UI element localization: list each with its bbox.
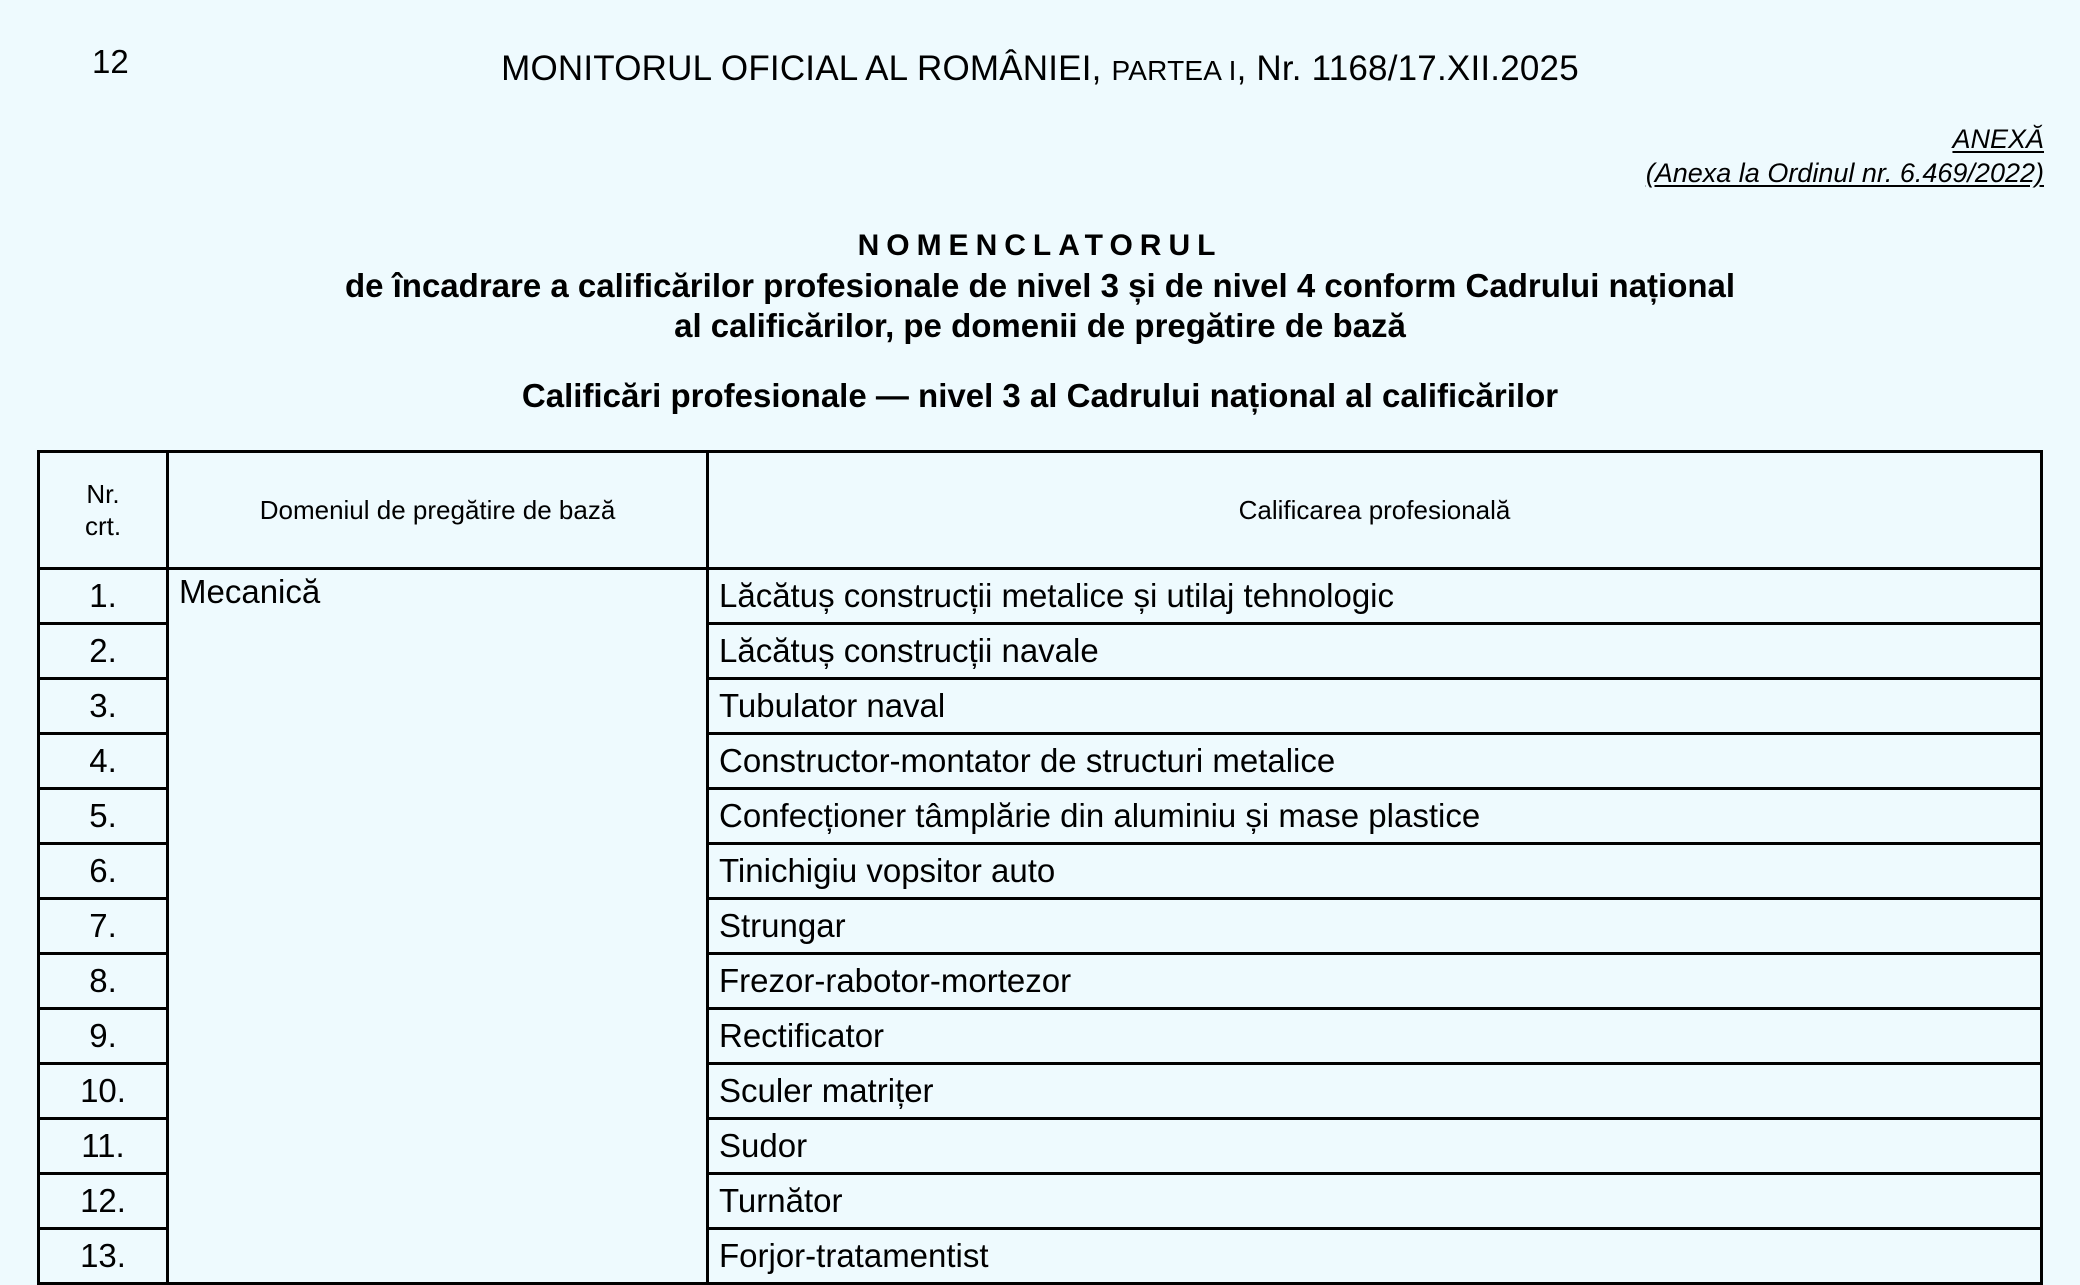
column-header-nr-line-1: Nr. (86, 479, 120, 509)
qualification-cell: Frezor-rabotor-mortezor (708, 954, 2042, 1009)
qualification-cell: Strungar (708, 899, 2042, 954)
qualification-cell: Sudor (708, 1119, 2042, 1174)
column-header-nr-line-2: crt. (84, 511, 122, 541)
row-number-cell: 2. (39, 624, 168, 679)
row-number-cell: 4. (39, 734, 168, 789)
qualification-cell: Sculer matrițer (708, 1064, 2042, 1119)
row-number-cell: 10. (39, 1064, 168, 1119)
table-body (39, 569, 2042, 1284)
qualification-cell: Lăcătuș construcții navale (708, 624, 2042, 679)
domain-cell: Mecanică (168, 569, 708, 1284)
qualification-cell: Forjor-tratamentist (708, 1229, 2042, 1284)
qualification-cell: Constructor-montator de structuri metalice (708, 734, 2042, 789)
qualification-cell: Lăcătuș construcții metalice și utilaj tehnologic (708, 569, 2042, 624)
row-number-cell: 12. (39, 1174, 168, 1229)
annex-reference-block (1646, 122, 2044, 190)
row-number-cell: 9. (39, 1009, 168, 1064)
qualification-cell: Rectificator (708, 1009, 2042, 1064)
qualification-cell: Tubulator naval (708, 679, 2042, 734)
page-number: 12 (92, 43, 129, 80)
publication-header (0, 48, 2080, 92)
row-number-cell: 1. (39, 569, 168, 624)
annex-order-reference: (Anexa la Ordinul nr. 6.469/2022) (1645, 158, 2044, 188)
row-number-cell: 5. (39, 789, 168, 844)
table-row (39, 569, 2042, 624)
document-title-main: NOMENCLATORUL (857, 229, 1223, 262)
annex-label: ANEXĂ (1952, 124, 2044, 154)
qualifications-table (37, 450, 2043, 1285)
publication-part: PARTEA I (1111, 55, 1237, 86)
table-header-row (39, 452, 2042, 569)
publication-name: MONITORUL OFICIAL AL ROMÂNIEI, (501, 49, 1102, 88)
row-number-cell: 3. (39, 679, 168, 734)
column-header-domain: Domeniul de pregătire de bază (168, 452, 708, 569)
row-number-cell: 7. (39, 899, 168, 954)
section-title: Calificări profesionale — nivel 3 al Cadrului național al calificărilor (521, 377, 1559, 414)
document-title (0, 226, 2080, 346)
qualification-cell: Tinichigiu vopsitor auto (708, 844, 2042, 899)
qualification-cell: Turnător (708, 1174, 2042, 1229)
row-number-cell: 8. (39, 954, 168, 1009)
row-number-cell: 13. (39, 1229, 168, 1284)
publication-issue: , Nr. 1168/17.XII.2025 (1236, 49, 1579, 88)
column-header-qualification: Calificarea profesională (708, 452, 2042, 569)
column-header-nr (39, 452, 168, 569)
document-title-line-1: de încadrare a calificărilor profesionale de nivel 3 și de nivel 4 conform Cadrului național (344, 267, 1736, 304)
document-title-line-2: al calificărilor, pe domenii de pregătire de bază (674, 307, 1406, 344)
qualification-cell: Confecționer tâmplărie din aluminiu și mase plastice (708, 789, 2042, 844)
row-number-cell: 11. (39, 1119, 168, 1174)
row-number-cell: 6. (39, 844, 168, 899)
